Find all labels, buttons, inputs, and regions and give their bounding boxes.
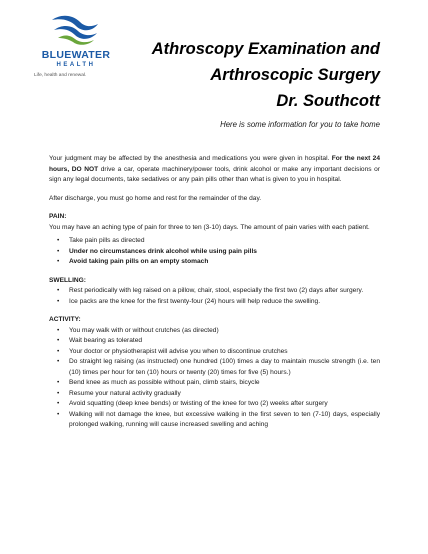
swelling-section	[49, 276, 380, 308]
intro-warning: For the next 24 hours, DO NOT	[49, 155, 380, 173]
list-item: • Rest periodically with leg raised on a pillow, chair, stool, especially the first two (2) days after surgery.	[49, 286, 380, 297]
activity-heading: ACTIVITY:	[49, 316, 81, 323]
list-item: • You may walk with or without crutches (as directed)	[49, 326, 380, 337]
list-item: • Your doctor or physiotherapist will advise you when to discontinue crutches	[49, 347, 380, 358]
list-item: • Wait bearing as tolerated	[49, 336, 380, 347]
pain-text: You may have an aching type of pain for three to ten (3-10) days. The amount of pain varies with each patient.	[49, 223, 370, 231]
list-item: • Bend knee as much as possible without pain, climb stairs, bicycle	[49, 378, 380, 389]
wave-logo-icon	[50, 12, 100, 46]
activity-list	[49, 326, 380, 431]
pain-list	[49, 236, 380, 268]
swelling-heading: SWELLING:	[49, 276, 86, 284]
discharge-paragraph: After discharge, you must go home and rest for the remainder of the day.	[49, 194, 262, 202]
title-line-3: Dr. Southcott	[276, 92, 380, 110]
title-line-2: Arthroscopic Surgery	[210, 66, 380, 84]
document-title	[152, 36, 380, 114]
document-subtitle: Here is some information for you to take home	[220, 120, 380, 129]
activity-section	[49, 315, 380, 431]
list-item: • Avoid squatting (deep knee bends) or twisting of the knee for two (2) weeks after surgery	[49, 399, 380, 410]
intro-text-end: drive a car, operate machinery/power tools, drink alcohol or make any important decisions or sign any legal documents, take sedatives or any pain pills other than what is given to you in hospital.	[49, 165, 380, 183]
list-item: • Take pain pills as directed	[49, 236, 380, 247]
list-item: • Do straight leg raising (as instructed) one hundred (100) times a day to maintain muscle strength (i.e. ten (10) times per hour for ten (10) hours or twenty (20) times for five (5) hours.)	[49, 357, 380, 378]
intro-paragraph	[49, 154, 380, 186]
logo-name: BLUEWATER	[41, 49, 111, 61]
logo-tagline: Life, health and renewal.	[34, 73, 87, 78]
list-item: • Resume your natural activity gradually	[49, 389, 380, 400]
logo-subname: HEALTH	[56, 62, 96, 68]
pain-section	[49, 212, 380, 268]
list-item: • Walking will not damage the knee, but excessive walking in the first seven to ten (7-10) days, especially prolonged walking, running will cause increased swelling and aching	[49, 410, 380, 431]
list-item: • Under no circumstances drink alcohol while using pain pills	[49, 247, 380, 258]
intro-text-start: Your judgment may be affected by the anesthesia and medications you were given in hospital.	[49, 155, 332, 162]
list-item: • Avoid taking pain pills on an empty stomach	[49, 257, 380, 268]
document-body	[49, 154, 380, 439]
swelling-list	[49, 286, 380, 307]
list-item: • Ice packs are the knee for the first twenty-four (24) hours will help reduce the swelling.	[49, 297, 380, 308]
pain-heading: PAIN:	[49, 213, 67, 220]
bluewater-health-logo	[32, 12, 120, 82]
title-line-1: Athroscopy Examination and	[151, 40, 380, 58]
